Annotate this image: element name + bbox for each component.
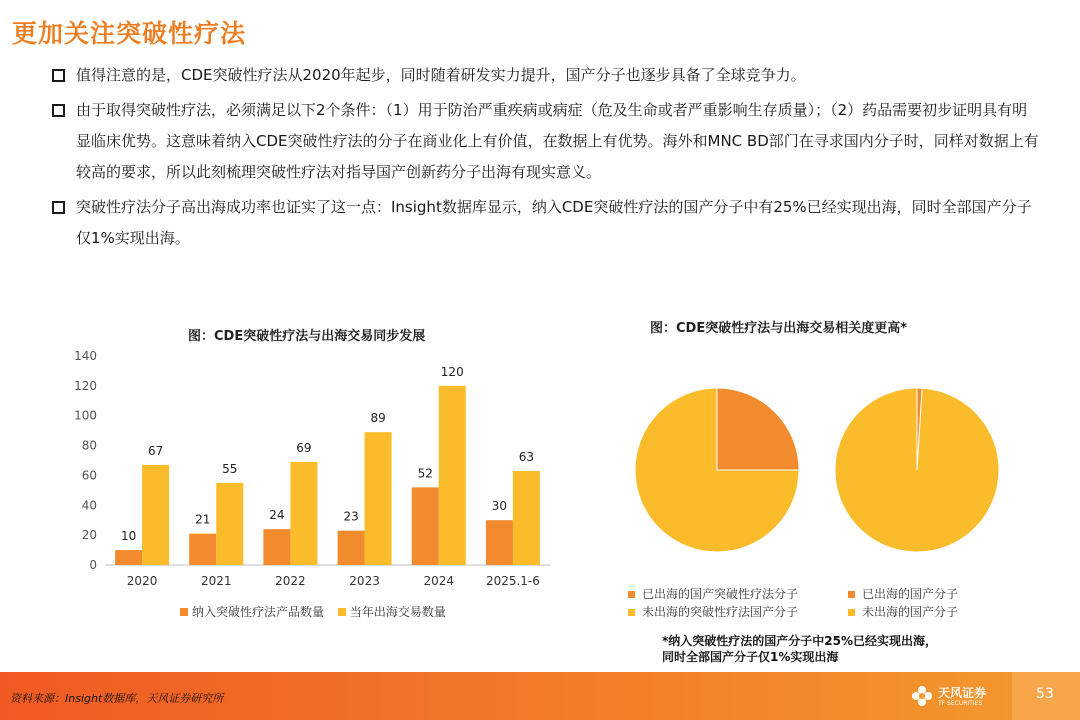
legend-label: 未出海的国产分子 [862,605,959,619]
bar [216,483,243,565]
bar [142,465,169,565]
pie-legend-right [848,585,958,621]
legend-swatch [180,608,188,616]
pie-legend-left [628,585,798,621]
data-label: 30 [491,499,508,514]
x-tick-label: 2021 [200,574,232,588]
bar [513,471,540,565]
y-tick-label: 140 [74,349,97,363]
bar [486,520,513,565]
footnote-line: *纳入突破性疗法的国产分子中25%已经实现出海， [662,634,937,648]
y-tick-label: 100 [74,408,97,423]
legend-label: 当年出海交易数量 [349,605,446,619]
logo-subtitle: TF SECURITIES [938,700,983,707]
legend-label: 已出海的国产分子 [862,587,959,601]
y-tick-label: 80 [81,438,97,453]
data-label: 21 [195,512,211,527]
legend-item [628,603,798,621]
footnote-line: 同时全部国产分子仅1%实现出海 [662,650,839,664]
square-bullet-icon [52,201,65,214]
legend-item [848,603,958,621]
company-logo [910,682,990,712]
square-bullet-icon [52,69,65,82]
bar [338,531,365,565]
data-label: 67 [147,443,164,458]
pie-slice [717,388,799,470]
data-label: 23 [343,509,359,524]
bullet-item [52,192,1042,254]
bullet-item [52,95,1042,188]
legend-swatch [628,609,635,616]
page-title: 更加关注突破性疗法 [12,19,247,48]
bar [412,487,439,565]
bullet-text: 由于取得突破性疗法，必须满足以下2个条件：（1）用于防治严重疾病或病症（危及生命或者严重影响生存质量）；（2）药品需要初步证明具有明显临床优势。这意味着纳入CDE突破性疗法的分子在商业化上有价值，在数据上有优势。海外和MNC BD部门在寻求国内分子时，同样对数据上有较高的要求，所以此刻梳理突破性疗法对指导国产创新药分子出海有现实意义。 [76,101,1039,181]
pie-charts [620,380,1020,580]
x-tick-label: 2025.1-6 [485,574,540,588]
y-tick-label: 20 [81,528,97,543]
data-label: 120 [440,364,464,379]
legend-label: 未出海的突破性疗法国产分子 [642,605,799,619]
bullet-list [52,60,1042,258]
legend-swatch [338,608,346,616]
bar-chart-title: 图：CDE突破性疗法与出海交易同步发展 [188,329,426,344]
y-tick-label: 0 [89,558,97,572]
flower-logo-icon [910,684,934,708]
bar-chart-legend [180,603,456,620]
bar-chart [60,340,560,600]
page-number-box [1012,672,1080,720]
pie-chart-title: 图：CDE突破性疗法与出海交易相关度更高* [650,321,908,336]
legend-label: 已出海的国产突破性疗法分子 [642,587,799,601]
y-tick-label: 120 [74,378,97,393]
x-tick-label: 2022 [275,574,306,588]
bullet-text: 值得注意的是，CDE突破性疗法从2020年起步，同时随着研发实力提升，国产分子也逐步具备了全球竞争力。 [76,66,806,84]
bar [189,534,216,565]
page-number: 53 [1036,686,1054,702]
data-label: 89 [370,411,386,426]
source-note: 资料来源：Insight数据库，天风证券研究所 [10,692,224,705]
x-tick-label: 2023 [349,574,380,588]
legend-item [628,585,798,603]
legend-item [848,585,958,603]
legend-item [338,603,446,620]
bar [439,386,466,565]
data-label: 63 [518,449,535,464]
y-tick-label: 40 [81,498,97,513]
x-tick-label: 2024 [423,574,455,588]
pie-slice [835,388,999,552]
data-label: 52 [417,466,433,481]
logo-name: 天风证券 [938,686,987,700]
bullet-item [52,60,1042,91]
footer-bar [0,672,1080,720]
bar [263,529,290,565]
legend-swatch [628,591,635,598]
square-bullet-icon [52,104,65,117]
legend-swatch [848,591,855,598]
bar [115,550,142,565]
legend-swatch [848,609,855,616]
data-label: 24 [269,508,285,523]
legend-label: 纳入突破性疗法产品数量 [192,605,325,619]
bar [290,462,317,565]
bar [365,432,392,565]
legend-item [180,603,324,620]
x-tick-label: 2020 [126,574,158,588]
bullet-text: 突破性疗法分子高出海成功率也证实了这一点：Insight数据库显示，纳入CDE突破性疗法的国产分子中有25%已经实现出海，同时全部国产分子仅1%实现出海。 [76,198,1032,247]
data-label: 10 [120,529,137,544]
data-label: 55 [222,461,238,476]
pie-footnote [662,633,937,665]
y-tick-label: 60 [81,468,97,483]
data-label: 69 [296,440,312,455]
